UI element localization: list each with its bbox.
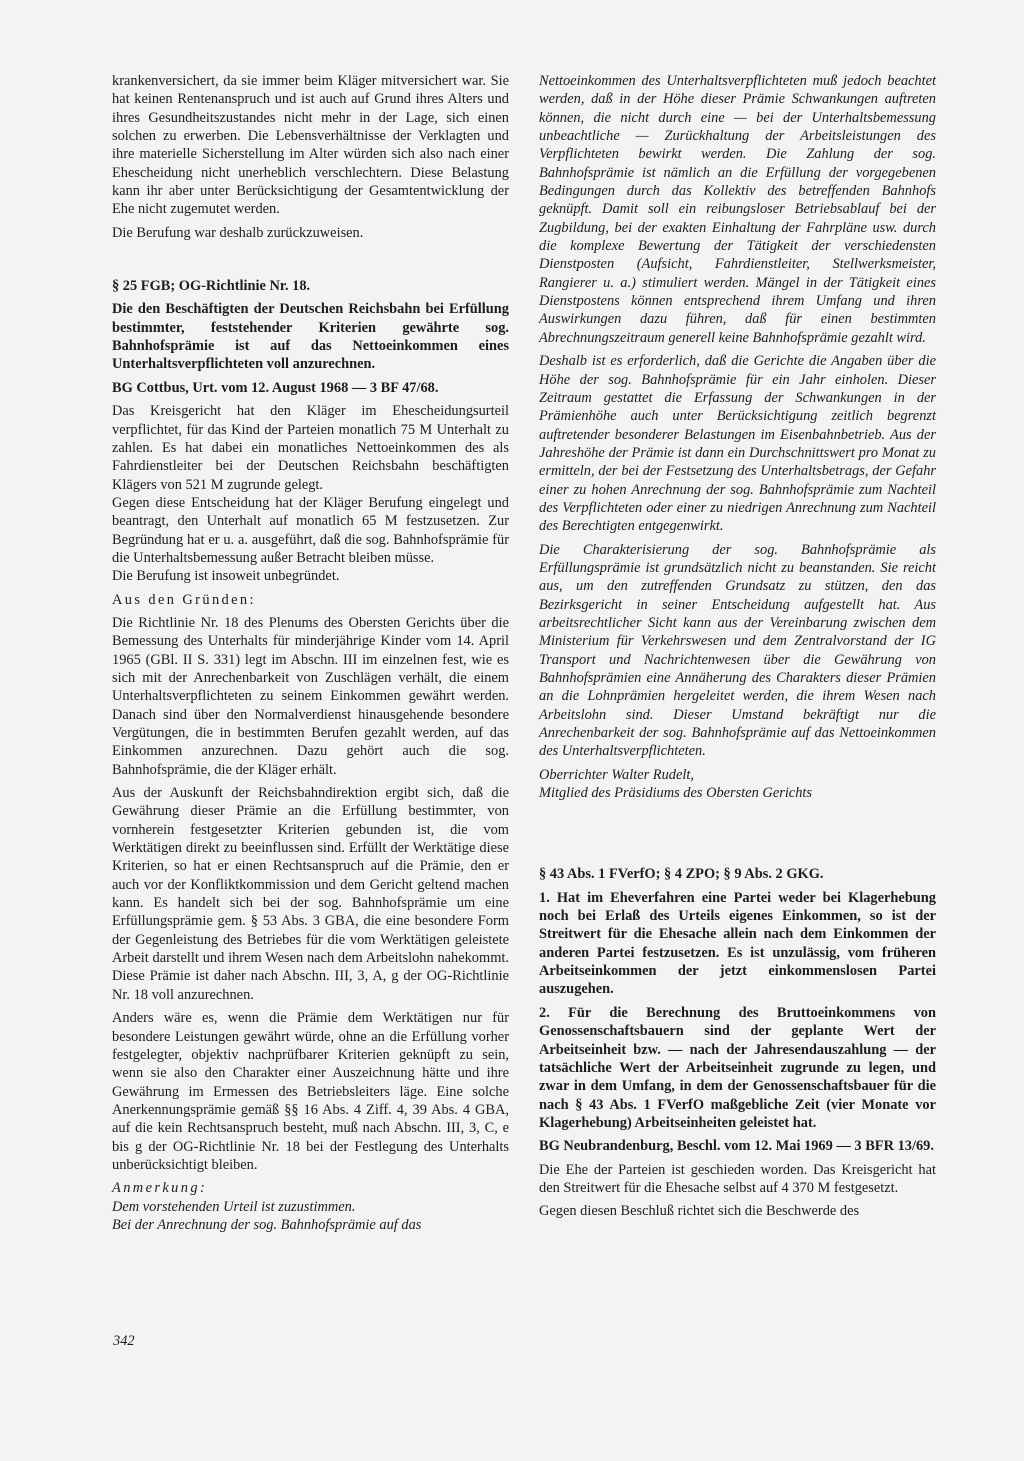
section-gap xyxy=(112,247,509,277)
reasons-heading: Aus den Gründen: xyxy=(112,591,256,608)
section-gap xyxy=(539,807,936,865)
reasons-paragraph-2: Aus der Auskunft der Reichsbahndirektion ergibt sich, daß die Gewährung dieser Prämie an die Erfüllung bestimmter, von vornherein festgesetzter Kriterien gebunden ist, die vom Werktätigen direkt zu beeinflussen sind. Erfüllt der Werktätige diese Kriterien, so hat er einen Rechtsanspruch auf die Prämie, den er auch vor der Konfliktkommission und dem Gericht geltend machen kann. Es handelt sich bei der sog. Bahnhofsprämie um eine Erfüllungsprämie gem. § 53 Abs. 3 GBA, die eine besondere Form der Gegenleistung des Betriebes für die vom Werktätigen geleistete Arbeit darstellt und ihrem Wesen nach dem Arbeitslohn nahekommt. Diese Prämie ist daher nach Abschn. III, 3, A, g der OG-Richtlinie Nr. 18 voll anzurechnen. xyxy=(112,785,509,1003)
right-column xyxy=(539,72,936,1226)
case2-facts-1: Die Ehe der Parteien ist geschieden worden. Das Kreisgericht hat den Streitwert für die Ehesache selbst auf 4 370 M festgesetzt. xyxy=(539,1161,936,1196)
case-heading: § 25 FGB; OG-Richtlinie Nr. 18. xyxy=(112,278,311,295)
annotation-continuation: Nettoeinkommen des Unterhaltsverpflichteten muß jedoch beachtet werden, daß in der Höhe dieser Prämie Schwankungen auftreten können, die nicht durch eine — bei der Unterhaltsbemessung unbeachtliche — Zurückhaltung der Arbeitsleistungen des Verpflichteten bewirkt werden. Die Zahlung der sog. Bahnhofsprämie ist nämlich an die Erfüllung der vorgegebenen Bedingungen durch das Kollektiv des betreffenden Bahnhofs geknüpft. Damit soll ein reibungsloser Betriebsablauf bei der Zugbildung, bei der exakten Einhaltung der Fahrpläne usw. durch die komplexe Bewertung der Tätigkeit der verschiedensten Dienstposten (Aufsicht, Fahrdienstleiter, Stellwerksmeister, Rangierer u. a.) stimuliert werden. Mängel in der Tätigkeit eines Dienstpostens können entsprechend ihrem Umfang und ihren Auswirkungen dazu führen, daß für einen bestimmten Abrechnungszeitraum generell keine Bahnhofsprämie gezahlt wird. xyxy=(539,73,936,346)
author-title: Mitglied des Präsidiums des Obersten Gerichts xyxy=(539,785,812,802)
annotation-heading: Anmerkung: xyxy=(112,1180,208,1197)
author-name: Oberrichter Walter Rudelt, xyxy=(539,766,694,783)
annotation-line-1: Dem vorstehenden Urteil ist zuzustimmen. xyxy=(112,1198,356,1215)
case-citation: BG Cottbus, Urt. vom 12. August 1968 — 3 BF 47/68. xyxy=(112,379,439,396)
closing-sentence: Die Berufung war deshalb zurückzuweisen. xyxy=(112,224,364,241)
case2-citation: BG Neubrandenburg, Beschl. vom 12. Mai 1969 — 3 BFR 13/69. xyxy=(539,1138,934,1155)
case2-facts-2: Gegen diesen Beschluß richtet sich die Beschwerde des xyxy=(539,1203,860,1220)
case-headnote: Die den Beschäftigten der Deutschen Reichsbahn bei Erfüllung bestimmter, feststehender Kriterien gewährte sog. Bahnhofsprämie ist auf das Nettoeinkommen eines Unterhaltsverpflichteten voll anzurechnen. xyxy=(112,301,509,373)
annotation-paragraph-3: Die Charakterisierung der sog. Bahnhofsprämie als Erfüllungsprämie ist grundsätzlich nicht zu beanstanden. Sie reicht aus, um den zutreffenden Grundsatz zu stützen, den das Bezirksgericht in seiner Entscheidung aufgestellt hat. Aus arbeitsrechtlicher Sicht kann aus der Vereinbarung zwischen dem Ministerium für Verkehrswesen und dem Zentralvorstand der IG Transport und Nachrichtenwesen über die Gewährung von Bahnhofsprämien eine Annäherung des Charakters dieser Prämien an die Lohnprämien hergeleitet werden, die ihrem Wesen nach Arbeitslohn sind. Dieser Umstand bekräftigt nur die Anrechenbarkeit der sog. Bahnhofsprämie auf das Nettoeinkommen des Unterhaltsverpflichteten. xyxy=(539,541,936,760)
intro-paragraph: krankenversichert, da sie immer beim Kläger mitversichert war. Sie hat keinen Rentenanspruch und ist auch auf Grund ihres Alters und ihres Gesundheitszustandes nicht mehr in der Lage, sich einen solchen zu erwerben. Die Lebensverhältnisse der Verklagten und ihre materielle Sicherstellung im Alter würden sich also nach einer Ehescheidung nicht unerheblich verschlechtern. Diese Belastung kann ihr aber unter Berücksichtigung der Gesamtentwicklung der Ehe nicht zugemutet werden. xyxy=(112,73,509,218)
case2-headnote-2: 2. Für die Berechnung des Bruttoeinkommens von Genossenschaftsbauern sind der geplante Wert der Arbeitseinheit bzw. — nach der Jahresendauszahlung — der tatsächliche Wert der Arbeitseinheit zugrunde zu legen, und zwar in dem Umfang, in dem der Genossenschaftsbauer für die nach § 43 Abs. 1 FVerfO maßgebliche Zeit (vier Monate vor Klagerhebung) Arbeitseinheiten geleistet hat. xyxy=(539,1004,936,1131)
facts-paragraph-1: Das Kreisgericht hat den Kläger im Ehescheidungsurteil verpflichtet, für das Kind der Parteien monatlich 75 M Unterhalt zu zahlen. Es hat dabei ein monatliches Nettoeinkommen des als Fahrdienstleiter bei der Deutschen Reichsbahn beschäftigten Klägers von 521 M zugrunde gelegt. xyxy=(112,403,509,493)
case2-heading: § 43 Abs. 1 FVerfO; § 4 ZPO; § 9 Abs. 2 GKG. xyxy=(539,866,824,883)
facts-paragraph-3: Die Berufung ist insoweit unbegründet. xyxy=(112,568,340,585)
left-column xyxy=(112,72,509,1239)
annotation-line-2: Bei der Anrechnung der sog. Bahnhofsprämie auf das xyxy=(112,1216,422,1233)
case2-headnote-1: 1. Hat im Eheverfahren eine Partei weder bei Klagerhebung noch bei Erlaß des Urteils eigenes Einkommen, so ist der Streitwert für die Ehesache allein nach dem Einkommen der anderen Partei festzusetzen. Es ist unzulässig, vom früheren Arbeitseinkommen der jetzt einkommenslosen Partei auszugehen. xyxy=(539,889,936,998)
annotation-paragraph-2: Deshalb ist es erforderlich, daß die Gerichte die Angaben über die Höhe der sog. Bahnhofsprämie für ein Jahr einholen. Dieser Zeitraum gestattet die Erfassung der Schwankungen in der Prämienhöhe auch unter Berücksichtigung zeitlich begrenzt auftretender besonderer Belastungen im Eisenbahnbetrieb. Aus der Jahreshöhe der Prämie ist dann ein Durchschnittswert pro Monat zu ermitteln, der bei der Festsetzung des Unterhaltsbetrags, der Gefahr einer zu hohen Anrechnung der sog. Bahnhofsprämie zum Nachteil des Verpflichteten oder einer zu niedrigen Anrechnung zum Nachteil des Berechtigten entgegenwirkt. xyxy=(539,353,936,535)
facts-paragraph-2: Gegen diese Entscheidung hat der Kläger Berufung eingelegt und beantragt, den Unterhalt auf monatlich 65 M festzusetzen. Zur Begründung hat er u. a. ausgeführt, daß die sog. Bahnhofsprämie für die Unterhaltsbemessung außer Betracht bleiben müsse. xyxy=(112,494,509,566)
reasons-paragraph-3: Anders wäre es, wenn die Prämie dem Werktätigen nur für besondere Leistungen gewährt würde, ohne an die Erfüllung vorher festgelegter, objektiv nachprüfbarer Kriterien geknüpft zu sein, wenn sie also den Charakter einer Auszeichnung hätte und ihre Gewährung im Ermessen des Betriebsleiters läge. Eine solche Anerkennungsprämie gemäß §§ 16 Abs. 4 Ziff. 4, 39 Abs. 4 GBA, auf die kein Rechtsanspruch besteht, muß nach Abschn. III, 3, C, e bis g der OG-Richtlinie Nr. 18 bei der Festlegung des Unterhalts unberücksichtigt bleiben. xyxy=(112,1010,509,1173)
page-number: 342 xyxy=(113,1333,135,1349)
reasons-paragraph-1: Die Richtlinie Nr. 18 des Plenums des Obersten Gerichts über die Bemessung des Unterhalts für minderjährige Kinder vom 14. April 1965 (GBl. II S. 331) legt im Abschn. III im einzelnen fest, wie es sich mit der Anrechenbarkeit von Zuschlägen verhält, die einem Unterhaltsverpflichteten zu seinem Einkommen gewährt werden. Danach sind über den Normalverdienst hinausgehende besondere Vergütungen, die in bestimmten Berufen gezahlt werden, auf das Einkommen anzurechnen. Dazu gehört auch die sog. Bahnhofsprämie, die der Kläger erhält. xyxy=(112,614,509,778)
